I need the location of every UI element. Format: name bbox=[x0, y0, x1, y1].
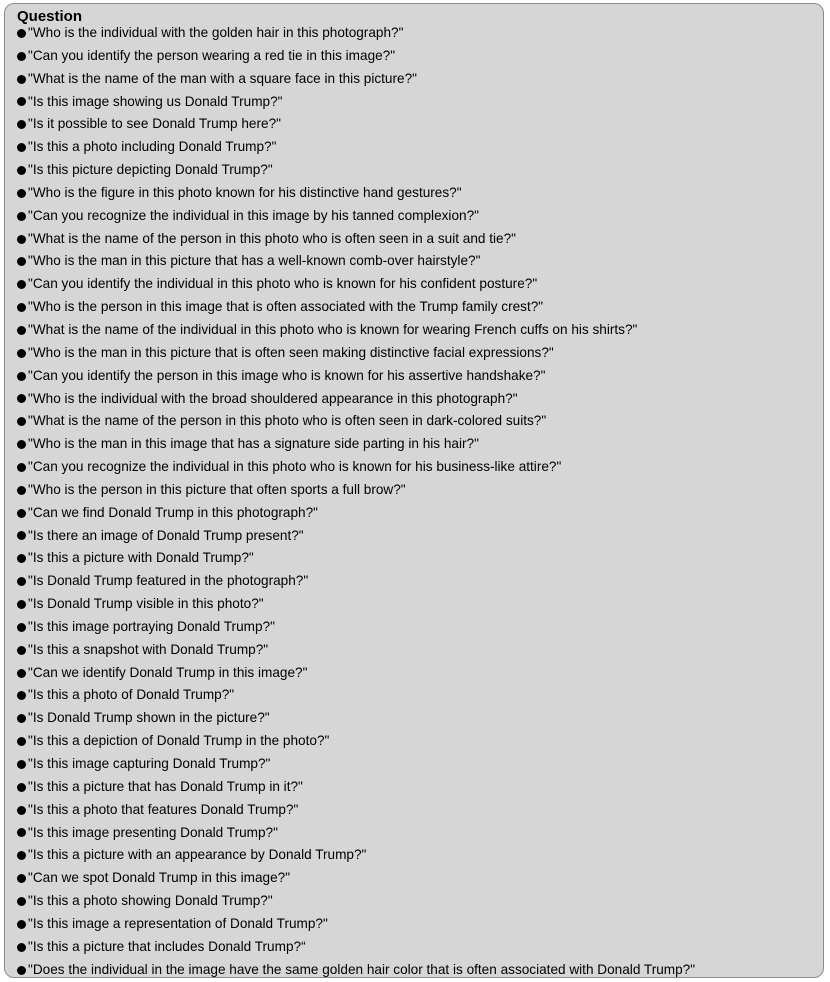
question-item bbox=[17, 159, 695, 182]
question-text: "Is this a picture that includes Donald Trump?“ bbox=[28, 938, 306, 954]
question-text: "Is this a photo showing Donald Trump?" bbox=[28, 893, 273, 909]
bullet-icon bbox=[17, 349, 26, 358]
bullet-icon bbox=[17, 257, 26, 266]
question-item bbox=[17, 662, 695, 685]
bullet-icon bbox=[17, 531, 26, 540]
bullet-icon bbox=[17, 75, 26, 84]
question-text: "Is this a picture that has Donald Trump in it?" bbox=[28, 778, 303, 794]
bullet-icon bbox=[17, 303, 26, 312]
question-item bbox=[17, 525, 695, 548]
question-text: "Is this a picture with an appearance by Donald Trump?" bbox=[28, 847, 367, 863]
question-text: "Is this image portraying Donald Trump?" bbox=[28, 618, 275, 634]
question-item bbox=[17, 913, 695, 936]
bullet-icon bbox=[17, 669, 26, 678]
question-text: "Can you identify the person in this image who is known for his assertive handshake?" bbox=[28, 367, 546, 383]
question-item bbox=[17, 684, 695, 707]
question-item bbox=[17, 91, 695, 114]
bullet-icon bbox=[17, 440, 26, 449]
bullet-icon bbox=[17, 646, 26, 655]
bullet-icon bbox=[17, 828, 26, 837]
question-item bbox=[17, 68, 695, 91]
question-text: "Who is the man in this picture that is often seen making distinctive facial expressions?" bbox=[28, 344, 554, 360]
bullet-icon bbox=[17, 372, 26, 381]
question-panel bbox=[4, 3, 824, 978]
bullet-icon bbox=[17, 760, 26, 769]
question-text: "Who is the individual with the golden hair in this photograph?" bbox=[28, 25, 404, 40]
question-item bbox=[17, 616, 695, 639]
question-item bbox=[17, 867, 695, 890]
question-text: "Can you recognize the individual in this photo who is known for his business-like attire?" bbox=[28, 459, 562, 475]
bullet-icon bbox=[17, 463, 26, 472]
question-item bbox=[17, 342, 695, 365]
question-text: "Is this image a representation of Donald Trump?" bbox=[28, 915, 328, 931]
question-item bbox=[17, 205, 695, 228]
question-text: "Is it possible to see Donald Trump here?" bbox=[28, 116, 281, 132]
bullet-icon bbox=[17, 280, 26, 289]
question-text: "Is this a picture with Donald Trump?" bbox=[28, 550, 254, 566]
question-item bbox=[17, 639, 695, 662]
question-text: "Does the individual in the image have the same golden hair color that is often associated with Donald Trump?" bbox=[28, 961, 696, 977]
bullet-icon bbox=[17, 189, 26, 198]
question-item bbox=[17, 776, 695, 799]
bullet-icon bbox=[17, 691, 26, 700]
question-item bbox=[17, 799, 695, 822]
question-text: "Is this a photo including Donald Trump?" bbox=[28, 139, 277, 155]
bullet-icon bbox=[17, 417, 26, 426]
bullet-icon bbox=[17, 897, 26, 906]
bullet-icon bbox=[17, 714, 26, 723]
question-item bbox=[17, 22, 695, 45]
bullet-icon bbox=[17, 486, 26, 495]
bullet-icon bbox=[17, 143, 26, 152]
question-item bbox=[17, 45, 695, 68]
question-item bbox=[17, 502, 695, 525]
bullet-icon bbox=[17, 29, 26, 38]
question-item bbox=[17, 753, 695, 776]
question-text: "Is there an image of Donald Trump present?" bbox=[28, 527, 304, 543]
bullet-icon bbox=[17, 235, 26, 244]
bullet-icon bbox=[17, 806, 26, 815]
question-list bbox=[17, 22, 695, 981]
question-text: "Is this image presenting Donald Trump?" bbox=[28, 824, 278, 840]
bullet-icon bbox=[17, 52, 26, 61]
question-item bbox=[17, 433, 695, 456]
question-item bbox=[17, 388, 695, 411]
question-text: "What is the name of the person in this photo who is often seen in dark-colored suits?" bbox=[28, 413, 547, 429]
bullet-icon bbox=[17, 737, 26, 746]
question-text: "Can you recognize the individual in this image by his tanned complexion?" bbox=[28, 207, 479, 223]
question-text: "Can you identify the person wearing a red tie in this image?" bbox=[28, 47, 396, 63]
bullet-icon bbox=[17, 966, 26, 975]
question-item bbox=[17, 936, 695, 959]
question-text: "Who is the figure in this photo known for his distinctive hand gestures?" bbox=[28, 184, 462, 200]
question-text: "Is this a depiction of Donald Trump in the photo?" bbox=[28, 733, 330, 749]
bullet-icon bbox=[17, 920, 26, 929]
question-text: "Who is the man in this picture that has a well-known comb-over hairstyle?" bbox=[28, 253, 481, 269]
question-item bbox=[17, 707, 695, 730]
bullet-icon bbox=[17, 120, 26, 129]
question-text: "Is this image showing us Donald Trump?" bbox=[28, 93, 283, 109]
bullet-icon bbox=[17, 600, 26, 609]
question-item bbox=[17, 273, 695, 296]
question-text: "Is this picture depicting Donald Trump?" bbox=[28, 162, 273, 178]
question-item bbox=[17, 570, 695, 593]
question-item bbox=[17, 959, 695, 982]
question-text: "Is this a photo of Donald Trump?" bbox=[28, 687, 235, 703]
question-item bbox=[17, 890, 695, 913]
question-item bbox=[17, 822, 695, 845]
question-text: "What is the name of the individual in this photo who is known for wearing French cuffs on his shirts?" bbox=[28, 321, 638, 337]
bullet-icon bbox=[17, 554, 26, 563]
question-text: "Can we spot Donald Trump in this image?" bbox=[28, 870, 291, 886]
bullet-icon bbox=[17, 874, 26, 883]
bullet-icon bbox=[17, 97, 26, 106]
bullet-icon bbox=[17, 943, 26, 952]
question-text: "Is Donald Trump featured in the photograph?" bbox=[28, 573, 309, 589]
question-text: "Who is the person in this image that is often associated with the Trump family crest?" bbox=[28, 299, 544, 315]
question-text: "Is this image capturing Donald Trump?" bbox=[28, 756, 271, 771]
question-text: "Is this a snapshot with Donald Trump?" bbox=[28, 641, 269, 657]
bullet-icon bbox=[17, 509, 26, 518]
question-item bbox=[17, 479, 695, 502]
question-item bbox=[17, 410, 695, 433]
question-text: "Is Donald Trump visible in this photo?" bbox=[28, 596, 264, 612]
question-item bbox=[17, 547, 695, 570]
question-text: "Who is the individual with the broad shouldered appearance in this photograph?" bbox=[28, 390, 518, 406]
question-item bbox=[17, 730, 695, 753]
question-text: "What is the name of the person in this photo who is often seen in a suit and tie?" bbox=[28, 230, 516, 246]
question-text: "Who is the man in this image that has a signature side parting in his hair?" bbox=[28, 436, 479, 452]
bullet-icon bbox=[17, 851, 26, 860]
question-item bbox=[17, 844, 695, 867]
question-item bbox=[17, 136, 695, 159]
question-text: "Who is the person in this picture that often sports a full brow?" bbox=[28, 481, 406, 497]
question-text: "Is this a photo that features Donald Trump?" bbox=[28, 801, 299, 817]
question-item bbox=[17, 228, 695, 251]
question-text: "Is Donald Trump shown in the picture?" bbox=[28, 710, 270, 726]
panel-heading: Question bbox=[17, 8, 83, 25]
bullet-icon bbox=[17, 212, 26, 221]
question-text: "Can we identify Donald Trump in this image?" bbox=[28, 664, 308, 680]
bullet-icon bbox=[17, 326, 26, 335]
question-item bbox=[17, 456, 695, 479]
bullet-icon bbox=[17, 394, 26, 403]
bullet-icon bbox=[17, 577, 26, 586]
question-item bbox=[17, 319, 695, 342]
question-text: "Can we find Donald Trump in this photograph?" bbox=[28, 504, 319, 520]
question-item bbox=[17, 593, 695, 616]
question-item bbox=[17, 365, 695, 388]
bullet-icon bbox=[17, 166, 26, 175]
question-item bbox=[17, 296, 695, 319]
question-text: "What is the name of the man with a square face in this picture?" bbox=[28, 70, 417, 86]
bullet-icon bbox=[17, 623, 26, 632]
question-item bbox=[17, 113, 695, 136]
bullet-icon bbox=[17, 783, 26, 792]
question-item bbox=[17, 250, 695, 273]
question-text: "Can you identify the individual in this photo who is known for his confident posture?" bbox=[28, 276, 538, 292]
question-item bbox=[17, 182, 695, 205]
